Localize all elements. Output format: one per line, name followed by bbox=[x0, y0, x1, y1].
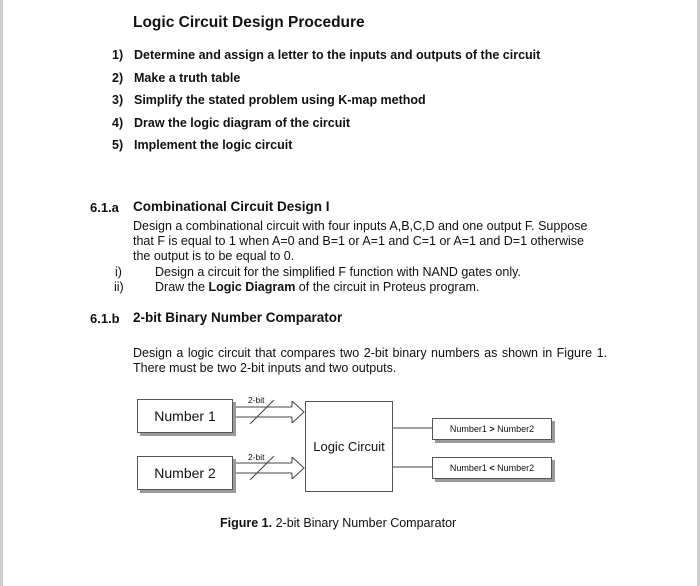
output-greater-label bbox=[450, 424, 534, 434]
step-number: 4) bbox=[112, 115, 124, 130]
section-a-description: Design a combinational circuit with four inputs A,B,C,D and one output F. Suppose that F is equal to 1 when A=0 and B=1 or A=1 and C=1 or A=1 and D=1 otherwise the output is to be equal to 0. bbox=[133, 219, 588, 263]
input-number-1-box bbox=[137, 399, 233, 433]
step-text: Draw the logic diagram of the circuit bbox=[134, 115, 351, 130]
step-number: 3) bbox=[112, 93, 124, 107]
step-text: Make a truth table bbox=[134, 70, 241, 85]
page-title: Logic Circuit Design Procedure bbox=[133, 14, 365, 31]
item-text-after: of the circuit in Proteus program. bbox=[295, 280, 480, 294]
output-less-left: Number1 bbox=[449, 463, 487, 473]
step-number: 2) bbox=[112, 70, 124, 85]
output-greater-symbol: > bbox=[489, 424, 495, 434]
output-greater-right: Number2 bbox=[497, 424, 535, 434]
section-a-item-marker: ii) bbox=[114, 280, 124, 294]
output-less-label bbox=[450, 463, 534, 473]
step-number: 5) bbox=[112, 138, 124, 152]
section-a-item-marker: i) bbox=[115, 265, 122, 279]
output-less-symbol: < bbox=[489, 463, 495, 473]
section-a-number: 6.1.a bbox=[90, 200, 119, 215]
input-number-1-label: Number 1 bbox=[154, 408, 216, 424]
bus-label-2: 2-bit bbox=[248, 452, 265, 462]
logic-circuit-box bbox=[305, 401, 393, 492]
bus-label-1: 2-bit bbox=[248, 395, 265, 405]
step-text: Simplify the stated problem using K-map method bbox=[134, 93, 426, 107]
output-greater-left: Number1 bbox=[449, 424, 487, 434]
input-number-2-box bbox=[137, 456, 233, 490]
step-text: Implement the logic circuit bbox=[134, 138, 293, 152]
section-b-description: Design a logic circuit that compares two 2-bit binary numbers as shown in Figure 1. There must be two 2-bit inputs and two outputs. bbox=[133, 346, 607, 375]
figure-caption-label: Figure 1. bbox=[220, 516, 273, 530]
step-number: 1) bbox=[112, 48, 124, 62]
output-greater-box bbox=[432, 418, 552, 440]
bus-arrow-1 bbox=[233, 400, 304, 424]
logic-circuit-label: Logic Circuit bbox=[313, 439, 385, 454]
section-b-number: 6.1.b bbox=[90, 311, 120, 326]
bus-arrow-2 bbox=[233, 456, 304, 480]
output-less-box bbox=[432, 457, 552, 479]
figure-caption bbox=[220, 516, 456, 530]
input-number-2-label: Number 2 bbox=[154, 465, 216, 481]
item-text-before: Draw the bbox=[155, 280, 209, 294]
item-text-before: Design a circuit for the simplified F function with NAND gates only. bbox=[155, 265, 521, 279]
figure-caption-text: 2-bit Binary Number Comparator bbox=[275, 516, 457, 530]
section-b-heading: 2-bit Binary Number Comparator bbox=[133, 310, 343, 325]
item-text-bold: Logic Diagram bbox=[208, 280, 296, 294]
output-less-right: Number2 bbox=[497, 463, 535, 473]
section-a-heading: Combinational Circuit Design I bbox=[133, 199, 330, 214]
step-text: Determine and assign a letter to the inputs and outputs of the circuit bbox=[134, 48, 541, 62]
